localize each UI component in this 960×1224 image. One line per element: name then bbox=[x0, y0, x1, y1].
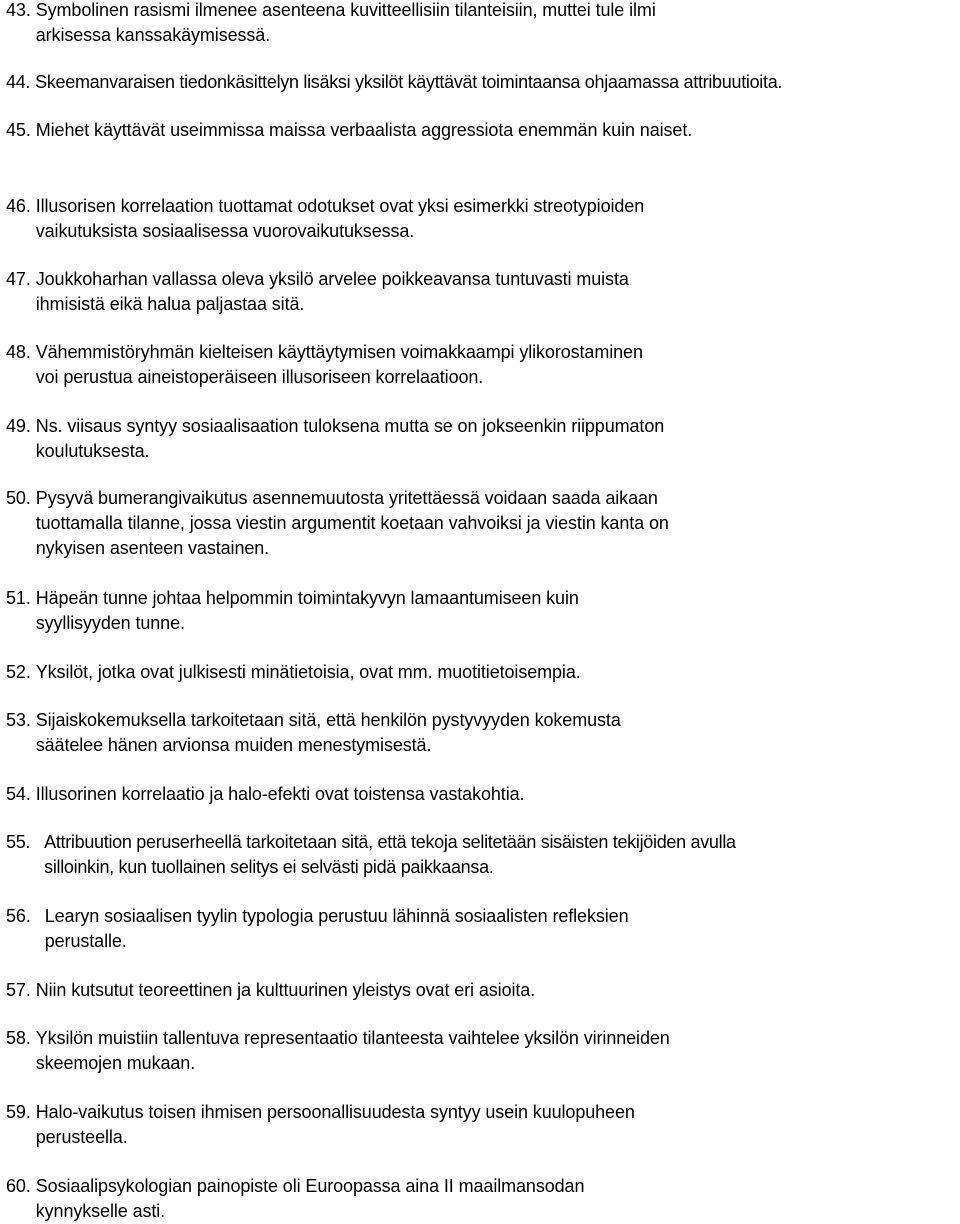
statement-line: Vähemmistöryhmän kielteisen käyttäytymisen voimakkaampi ylikorostaminen bbox=[35, 342, 643, 362]
statement-number: 60. bbox=[6, 1176, 31, 1196]
statement-53 bbox=[6, 708, 956, 758]
statement-number: 50. bbox=[6, 488, 31, 508]
statement-text bbox=[36, 708, 956, 758]
statement-number: 57. bbox=[6, 980, 31, 1000]
statement-number: 55. bbox=[6, 832, 31, 852]
statement-number: 45. bbox=[6, 120, 31, 140]
statement-line: Illusorinen korrelaatio ja halo-efekti ovat toistensa vastakohtia. bbox=[35, 784, 525, 804]
statement-text bbox=[36, 194, 956, 244]
statement-number: 51. bbox=[6, 588, 31, 608]
statement-44 bbox=[6, 70, 956, 95]
statement-number: 52. bbox=[6, 662, 31, 682]
statement-line: Attribuution peruserheellä tarkoitetaan sitä, että tekoja selitetään sisäisten tekijöiden avulla bbox=[44, 832, 736, 852]
statement-line: Yksilöt, jotka ovat julkisesti minätietoisia, ovat mm. muotitietoisempia. bbox=[35, 662, 581, 682]
statement-text bbox=[45, 904, 956, 954]
statement-line: nykyisen asenteen vastainen. bbox=[35, 538, 270, 558]
statement-text bbox=[36, 414, 956, 464]
statement-56 bbox=[6, 904, 956, 954]
statement-line: perusteella. bbox=[35, 1127, 128, 1147]
statement-line: Miehet käyttävät useimmissa maissa verbaalista aggressiota enemmän kuin naiset. bbox=[35, 120, 693, 140]
statement-line: Learyn sosiaalisen tyylin typologia perustuu lähinnä sosiaalisten refleksien bbox=[44, 906, 629, 926]
statement-text bbox=[36, 340, 956, 390]
statement-number: 47. bbox=[6, 269, 31, 289]
statement-line: arkisessa kanssakäymisessä. bbox=[35, 25, 271, 45]
statement-46 bbox=[6, 194, 956, 244]
statement-text bbox=[36, 267, 956, 317]
statement-51 bbox=[6, 586, 956, 636]
statement-line: Niin kutsutut teoreettinen ja kulttuurinen yleistys ovat eri asioita. bbox=[35, 980, 536, 1000]
statement-57 bbox=[6, 978, 956, 1003]
statement-line: Halo-vaikutus toisen ihmisen persoonallisuudesta syntyy usein kuulopuheen bbox=[35, 1102, 635, 1122]
statement-number: 49. bbox=[6, 416, 31, 436]
statement-line: tuottamalla tilanne, jossa viestin argumentit koetaan vahvoiksi ja viestin kanta on bbox=[35, 513, 669, 533]
statement-text bbox=[36, 782, 956, 807]
statement-text bbox=[36, 0, 956, 48]
statement-line: Joukkoharhan vallassa oleva yksilö arvelee poikkeavansa tuntuvasti muista bbox=[35, 269, 629, 289]
statement-60 bbox=[6, 1174, 956, 1224]
statement-text bbox=[36, 660, 956, 685]
statement-number: 46. bbox=[6, 196, 31, 216]
statement-line: kynnykselle asti. bbox=[35, 1201, 166, 1221]
statement-number: 44. bbox=[6, 72, 31, 92]
statement-text bbox=[35, 70, 956, 95]
statement-number: 56. bbox=[6, 906, 31, 926]
statement-49 bbox=[6, 414, 956, 464]
statement-line: Sosiaalipsykologian painopiste oli Euroopassa aina II maailmansodan bbox=[35, 1176, 585, 1196]
statement-line: Häpeän tunne johtaa helpommin toimintakyvyn lamaantumiseen kuin bbox=[35, 588, 579, 608]
statement-line: syyllisyyden tunne. bbox=[35, 613, 185, 633]
statement-text bbox=[36, 486, 956, 561]
statement-line: ihmisistä eikä halua paljastaa sitä. bbox=[35, 294, 305, 314]
statement-47 bbox=[6, 267, 956, 317]
statement-line: Skeemanvaraisen tiedonkäsittelyn lisäksi yksilöt käyttävät toimintaansa ohjaamassa attribuutioita. bbox=[35, 72, 783, 92]
statement-line: säätelee hänen arvionsa muiden menestymisestä. bbox=[35, 735, 432, 755]
statement-55 bbox=[6, 830, 956, 880]
statement-59 bbox=[6, 1100, 956, 1150]
statement-line: koulutuksesta. bbox=[35, 441, 150, 461]
statement-line: perustalle. bbox=[44, 931, 127, 951]
statement-58 bbox=[6, 1026, 956, 1076]
statement-50 bbox=[6, 486, 956, 561]
statement-45 bbox=[6, 118, 956, 143]
statement-text bbox=[36, 1174, 956, 1224]
statement-number: 43. bbox=[6, 0, 31, 20]
statement-text bbox=[36, 978, 956, 1003]
statement-number: 59. bbox=[6, 1102, 31, 1122]
statement-line: vaikutuksista sosiaalisessa vuorovaikutuksessa. bbox=[35, 221, 415, 241]
statement-number: 54. bbox=[6, 784, 31, 804]
statement-text bbox=[36, 1026, 956, 1076]
statement-line: Illusorisen korrelaation tuottamat odotukset ovat yksi esimerkki streotypioiden bbox=[35, 196, 645, 216]
statement-48 bbox=[6, 340, 956, 390]
statement-54 bbox=[6, 782, 956, 807]
statement-text bbox=[36, 1100, 956, 1150]
statement-line: Sijaiskokemuksella tarkoitetaan sitä, että henkilön pystyvyyden kokemusta bbox=[35, 710, 621, 730]
statement-line: Ns. viisaus syntyy sosiaalisaation tuloksena mutta se on jokseenkin riippumaton bbox=[35, 416, 665, 436]
statement-52 bbox=[6, 660, 956, 685]
statement-line: Yksilön muistiin tallentuva representaatio tilanteesta vaihtelee yksilön virinneiden bbox=[35, 1028, 670, 1048]
statement-43 bbox=[6, 0, 956, 48]
statement-line: voi perustua aineistoperäiseen illusoriseen korrelaatioon. bbox=[35, 367, 484, 387]
statement-line: silloinkin, kun tuollainen selitys ei selvästi pidä paikkaansa. bbox=[44, 857, 494, 877]
statement-line: Symbolinen rasismi ilmenee asenteena kuvitteellisiin tilanteisiin, muttei tule ilmi bbox=[35, 0, 656, 20]
statement-text bbox=[44, 830, 956, 880]
statement-number: 58. bbox=[6, 1028, 31, 1048]
statement-line: Pysyvä bumerangivaikutus asennemuutosta yritettäessä voidaan saada aikaan bbox=[35, 488, 658, 508]
statement-number: 53. bbox=[6, 710, 31, 730]
statement-text bbox=[36, 586, 956, 636]
statement-line: skeemojen mukaan. bbox=[35, 1053, 196, 1073]
statement-text bbox=[36, 118, 956, 143]
statement-number: 48. bbox=[6, 342, 31, 362]
